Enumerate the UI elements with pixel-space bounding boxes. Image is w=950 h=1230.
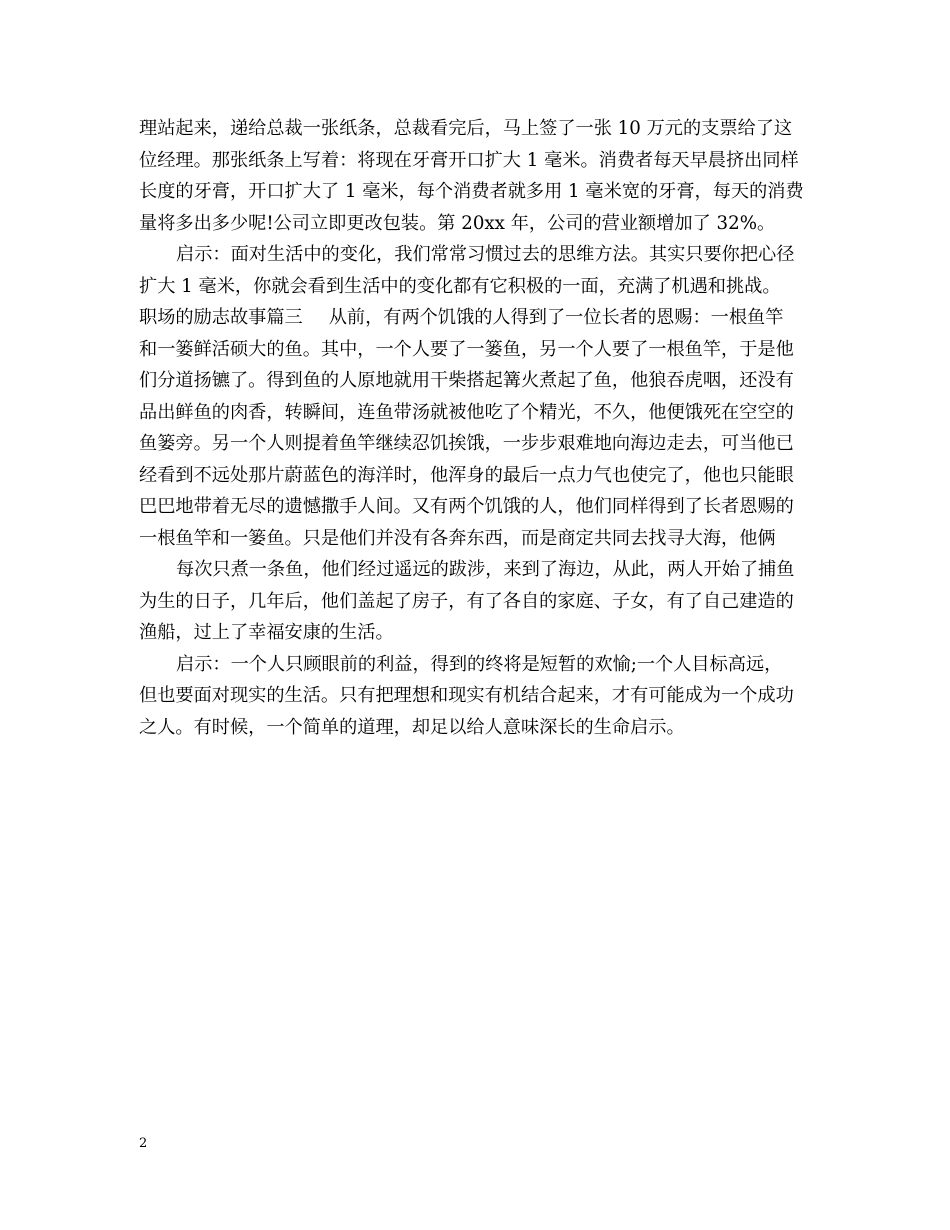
paragraph-story-three <box>139 302 811 554</box>
paragraph-story-three-continued <box>139 554 811 649</box>
page-number: 2 <box>139 1136 148 1151</box>
document-body <box>139 113 811 743</box>
text-line: 之人。有时候，一个简单的道理，却足以给人意味深长的生命启示。 <box>139 716 685 738</box>
text-line: 每次只煮一条鱼，他们经过遥远的跋涉，来到了海边，从此，两人开始了捕鱼 <box>176 559 795 580</box>
text-line: 鱼篓旁。另一个人则提着鱼竿继续忍饥挨饿，一步步艰难地向海边走去，可当他已 <box>139 433 794 454</box>
text-line: 长度的牙膏，开口扩大了 1 毫米，每个消费者就多用 1 毫米宽的牙膏，每天的消费 <box>139 181 804 202</box>
text-line: 经看到不远处那片蔚蓝色的海洋时，他浑身的最后一点力气也使完了，他也只能眼 <box>139 464 794 486</box>
text-line: 启示：一个人只顾眼前的利益，得到的终将是短暂的欢愉;一个人目标高远， <box>176 653 783 675</box>
text-line: 启示：面对生活中的变化，我们常常习惯过去的思维方法。其实只要你把心径 <box>176 244 795 265</box>
text-line: 品出鲜鱼的肉香，转瞬间，连鱼带汤就被他吃了个精光，不久，他便饿死在空空的 <box>139 401 794 423</box>
text-line: 扩大 1 毫米，你就会看到生活中的变化都有它积极的一面，充满了机遇和挑战。 <box>139 275 781 297</box>
text-line: 和一篓鲜活硕大的鱼。其中，一个人要了一篓鱼，另一个人要了一根鱼竿，于是他 <box>139 338 794 360</box>
text-line: 渔船，过上了幸福安康的生活。 <box>139 622 394 643</box>
paragraph-insight-one <box>139 239 811 302</box>
text-line: 为生的日子，几年后，他们盖起了房子，有了各自的家庭、子女，有了自己建造的 <box>139 590 794 612</box>
text-line: 一根鱼竿和一篓鱼。只是他们并没有各奔东西，而是商定共同去找寻大海，他俩 <box>139 527 776 549</box>
text-line: 理站起来，递给总裁一张纸条，总裁看完后，马上签了一张 10 万元的支票给了这 <box>139 118 793 139</box>
text-line: 巴巴地带着无尽的遗憾撒手人间。又有两个饥饿的人，他们同样得到了长者恩赐的 <box>139 496 794 517</box>
text-line: 但也要面对现实的生活。只有把理想和现实有机结合起来，才有可能成为一个成功 <box>139 685 794 706</box>
paragraph-story-two-ending <box>139 113 811 239</box>
text-line-rest: 从前，有两个饥饿的人得到了一位长者的恩赐：一根鱼竿 <box>328 307 784 328</box>
text-line: 们分道扬镳了。得到鱼的人原地就用干柴搭起篝火煮起了鱼，他狼吞虎咽，还没有 <box>139 370 794 391</box>
text-line <box>139 302 811 334</box>
text-line: 位经理。那张纸条上写着：将现在牙膏开口扩大 1 毫米。消费者每天早晨挤出同样 <box>139 149 799 171</box>
text-line: 量将多出多少呢!公司立即更改包装。第 20xx 年，公司的营业额增加了 32%。 <box>139 212 776 234</box>
paragraph-insight-three <box>139 649 811 744</box>
section-heading: 职场的励志故事篇三 <box>139 307 303 328</box>
